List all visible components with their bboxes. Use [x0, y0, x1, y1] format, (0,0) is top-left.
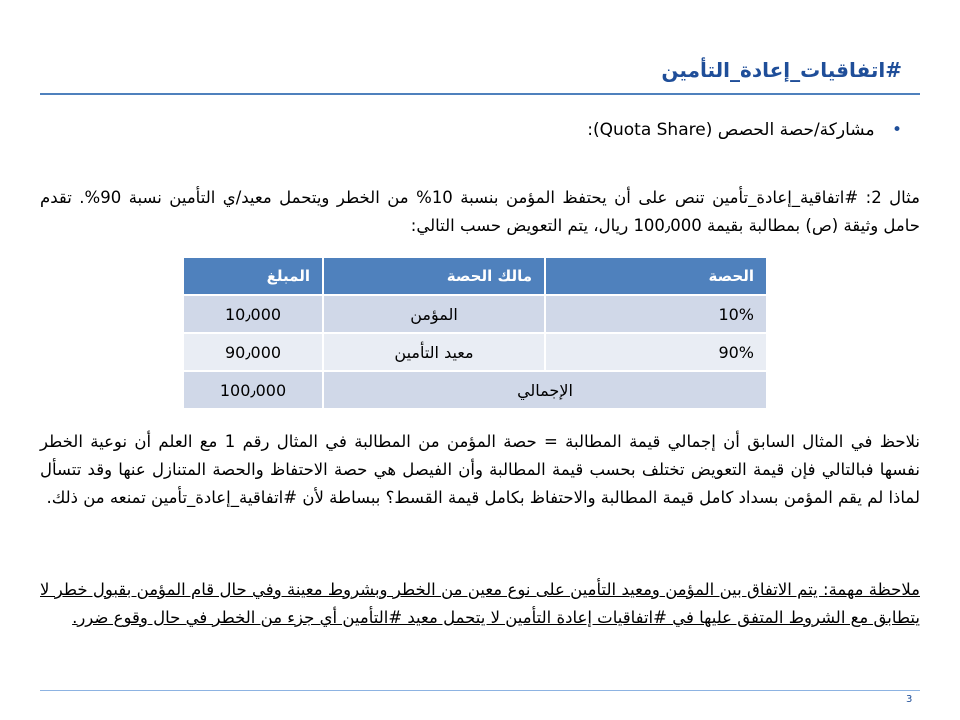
cell-amount: 10٫000 — [183, 295, 323, 333]
table-row — [183, 333, 767, 371]
important-note-paragraph: ملاحظة مهمة: يتم الاتفاق بين المؤمن ومعيد التأمين على نوع معين من الخطر وبشروط معينة وفي حال قام المؤمن بقبول خطر لا يتطابق مع الشروط المتفق عليها في #اتفاقيات إعادة التأمين لا يتحمل معيد #التأمين أي جزء من الخطر في حال وقوع ضرر. — [40, 580, 920, 627]
cell-total-amount: 100٫000 — [183, 371, 323, 409]
example-paragraph: مثال 2: #اتفاقية_إعادة_تأمين تنص على أن يحتفظ المؤمن بنسبة 10% من الخطر ويتحمل معيد/ي التأمين نسبة 90%. تقدم حامل وثيقة (ص) بمطالبة بقيمة 100٫000 ريال، يتم التعويض حسب التالي: — [40, 188, 920, 235]
note-paragraph: نلاحظ في المثال السابق أن إجمالي قيمة المطالبة = حصة المؤمن من المطالبة في المثال رقم 1 مع العلم أن نوعية الخطر نفسها فبالتالي فإن قيمة التعويض تختلف بحسب قيمة المطالبة وأن الفيصل هي حصة الاحتفاظ والحصة المتنازل عنها وقد تتسأل لماذا لم يقم المؤمن بسداد كامل قيمة المطالبة والاحتفاظ بكامل قيمة القسط؟ ببساطة لأن #اتفاقية_إعادة_تأمين تمنعه من ذلك. — [40, 432, 921, 507]
bullet-item — [82, 120, 902, 140]
cell-share: 10% — [545, 295, 767, 333]
cell-owner: معيد التأمين — [323, 333, 545, 371]
footer-divider — [40, 690, 920, 691]
page-number: 3 — [906, 694, 913, 705]
table-row — [183, 295, 767, 333]
header-owner: مالك الحصة — [323, 258, 545, 295]
table-total-row — [183, 371, 767, 409]
table-header-row — [183, 258, 767, 295]
cell-total-label: الإجمالي — [323, 371, 767, 409]
bullet-text: مشاركة/حصة الحصص (Quota Share): — [587, 120, 875, 140]
cell-amount: 90٫000 — [183, 333, 323, 371]
header-share: الحصة — [545, 258, 767, 295]
page-title: #اتفاقيات_إعادة_التأمين — [661, 58, 902, 82]
quota-share-table — [182, 258, 768, 410]
header-amount: المبلغ — [183, 258, 323, 295]
cell-owner: المؤمن — [323, 295, 545, 333]
title-divider — [40, 93, 920, 95]
cell-share: 90% — [545, 333, 767, 371]
bullet-icon: • — [891, 120, 902, 140]
